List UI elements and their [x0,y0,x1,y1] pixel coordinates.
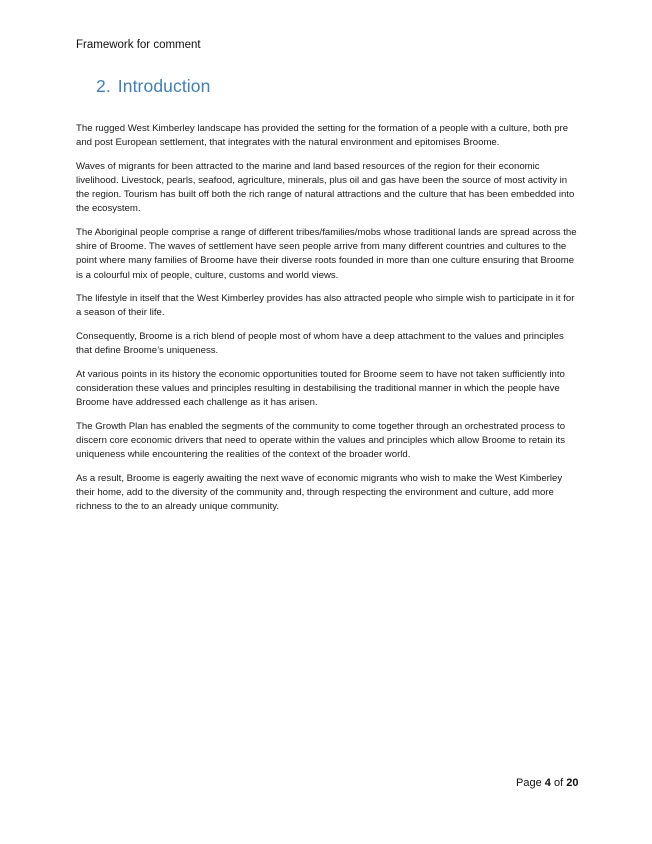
paragraph: At various points in its history the economic opportunities touted for Broome seem to have not taken sufficiently into consideration these values and principles resulting in destabilising the traditional manner in which the people have Broome have addressed each challenge as it has arisen. [76,368,565,409]
section-number: 2. [96,76,111,96]
body-text [76,122,578,524]
paragraph: The Aboriginal people comprise a range of different tribes/families/mobs whose traditional lands are spread across the shire of Broome. The waves of settlement have seen people arrive from many different countries and cultures to the point where many families of Broome have their diverse roots founded in more than one culture ensuring that Broome is a colourful mix of people, culture, customs and world views. [76,227,577,281]
paragraph: Waves of migrants for been attracted to the marine and land based resources of the region for their economic livelihood. Livestock, pearls, seafood, agriculture, minerals, plus oil and gas have been the source of most activity in the region. Tourism has built off both the rich range of natural attractions and the culture that has been embedded into the ecosystem. [76,160,575,215]
paragraph: The rugged West Kimberley landscape has provided the setting for the formation of a people with a culture, both pre and post European settlement, that integrates with the natural environment and epitomises Broome. [76,123,569,149]
page-current: 4 [544,777,551,789]
page-label: Page [516,777,542,789]
section-title: Introduction [117,76,211,96]
running-header: Framework for comment [76,39,201,51]
page-number [516,777,578,789]
paragraph: The lifestyle in itself that the West Kimberley provides has also attracted people who simple wish to participate in it for a season of their life. [76,293,575,319]
page-total: 20 [566,777,579,789]
section-heading [96,76,210,97]
paragraph: The Growth Plan has enabled the segments of the community to come together through an orchestrated process to discern core economic drivers that need to operate within the values and principles which allow Broome to retain its uniqueness while encountering the realities of the context of the broader world. [76,420,566,461]
of-label: of [553,777,564,789]
paragraph: As a result, Broome is eagerly awaiting the next wave of economic migrants who wish to make the West Kimberley their home, add to the diversity of the community and, through respecting the environment and culture, add more richness to the to an already unique community. [76,472,563,513]
paragraph: Consequently, Broome is a rich blend of people most of whom have a deep attachment to the values and principles that define Broome’s uniqueness. [76,331,564,357]
